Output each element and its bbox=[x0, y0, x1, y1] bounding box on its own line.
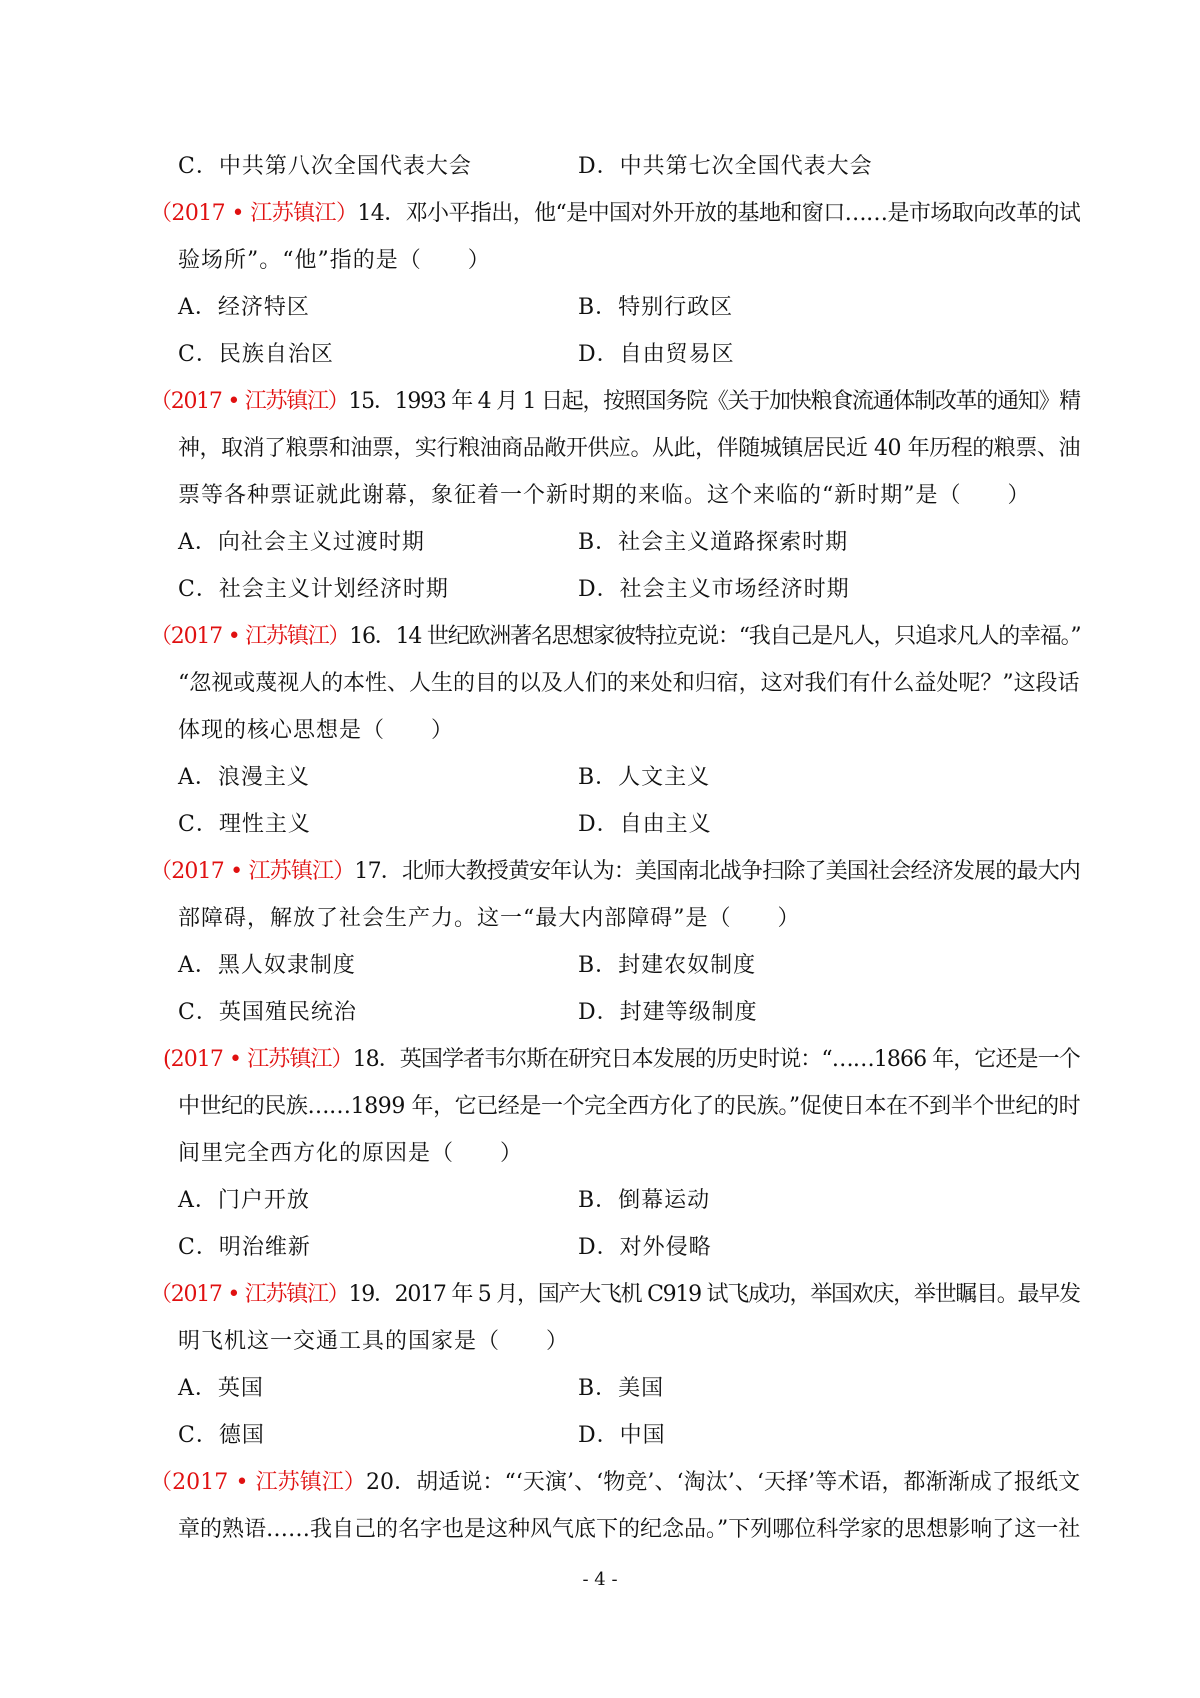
q16-stem-line-2: “忽视或蔑视人的本性、人生的目的以及人们的来处和归宿，这对我们有什么益处呢？”这段话 bbox=[178, 671, 1080, 696]
q17-stem-line-1: 17．北师大教授黄安年认为：美国南北战争扫除了美国社会经济发展的最大内 bbox=[354, 859, 1080, 884]
q15-option-b: B．社会主义道路探索时期 bbox=[578, 530, 849, 555]
page-number: - 4 - bbox=[582, 1569, 618, 1590]
q19-option-a: A．英国 bbox=[178, 1376, 264, 1401]
q18-stem-line-2: 中世纪的民族……1899 年，它已经是一个完全西方化了的民族。”促使日本在不到半个世纪的时 bbox=[178, 1094, 1081, 1119]
q15-stem-line-1: 15．1993 年 4 月 1 日起，按照国务院《关于加快粮食流通体制改革的通知》精 bbox=[348, 389, 1080, 414]
q16-option-d: D．自由主义 bbox=[578, 812, 712, 837]
q20-stem bbox=[150, 1468, 1080, 1498]
q13-option-c: C．中共第八次全国代表大会 bbox=[178, 154, 472, 179]
q15-stem bbox=[150, 387, 1080, 417]
q19-option-c: C．德国 bbox=[178, 1423, 265, 1448]
q14-option-c: C．民族自治区 bbox=[178, 342, 334, 367]
q14-option-b: B．特别行政区 bbox=[578, 295, 734, 320]
q15-option-a: A．向社会主义过渡时期 bbox=[178, 530, 425, 555]
q18-stem bbox=[163, 1045, 1080, 1075]
q18-source-tag: (2017 • 江苏镇江） bbox=[163, 1047, 353, 1072]
q17-stem-line-2: 部障碍，解放了社会生产力。这一“最大内部障碍”是（ ） bbox=[178, 906, 801, 931]
q20-stem-line-2: 章的熟语……我自己的名字也是这种风气底下的纪念品。”下列哪位科学家的思想影响了这一社 bbox=[178, 1517, 1081, 1542]
q17-option-d: D．封建等级制度 bbox=[578, 1000, 758, 1025]
q18-option-b: B．倒幕运动 bbox=[578, 1188, 711, 1213]
q16-stem-line-3: 体现的核心思想是（ ） bbox=[178, 718, 455, 743]
q14-option-d: D．自由贸易区 bbox=[578, 342, 735, 367]
q19-option-d: D．中国 bbox=[578, 1423, 666, 1448]
q14-stem bbox=[150, 199, 1080, 229]
q16-stem bbox=[150, 622, 1080, 652]
q18-option-d: D．对外侵略 bbox=[578, 1235, 712, 1260]
q15-option-c: C．社会主义计划经济时期 bbox=[178, 577, 449, 602]
q15-source-tag: （2017 • 江苏镇江） bbox=[150, 389, 349, 414]
q14-stem-line-2: 验场所”。“他”指的是（ ） bbox=[178, 248, 491, 273]
q19-source-tag: （2017 • 江苏镇江） bbox=[150, 1282, 349, 1307]
q16-option-a: A．浪漫主义 bbox=[178, 765, 310, 790]
q18-option-a: A．门户开放 bbox=[178, 1188, 310, 1213]
q18-stem-line-3: 间里完全西方化的原因是（ ） bbox=[178, 1141, 524, 1166]
q18-option-c: C．明治维新 bbox=[178, 1235, 311, 1260]
q17-option-a: A．黑人奴隶制度 bbox=[178, 953, 356, 978]
q16-option-b: B．人文主义 bbox=[578, 765, 711, 790]
q15-stem-line-3: 票等各种票证就此谢幕，象征着一个新时期的来临。这个来临的“新时期”是（ ） bbox=[178, 483, 1031, 508]
q19-stem bbox=[150, 1280, 1080, 1310]
q17-option-c: C．英国殖民统治 bbox=[178, 1000, 357, 1025]
q17-stem bbox=[150, 857, 1080, 887]
q20-stem-line-1: 20．胡适说：“‘天演’、‘物竞’、‘淘汰’、‘天择’等术语，都渐渐成了报纸文 bbox=[365, 1470, 1081, 1495]
q17-option-b: B．封建农奴制度 bbox=[578, 953, 757, 978]
q20-source-tag: （2017 • 江苏镇江） bbox=[150, 1470, 366, 1495]
q14-stem-line-1: 14．邓小平指出，他“是中国对外开放的基地和窗口……是市场取向改革的试 bbox=[357, 201, 1081, 226]
q16-source-tag: （2017 • 江苏镇江） bbox=[150, 624, 350, 649]
q18-stem-line-1: 18．英国学者韦尔斯在研究日本发展的历史时说：“……1866 年，它还是一个 bbox=[352, 1047, 1080, 1072]
q19-stem-line-1: 19．2017 年 5 月，国产大飞机 C919 试飞成功，举国欢庆，举世瞩目。最早发 bbox=[348, 1282, 1080, 1307]
q14-option-a: A．经济特区 bbox=[178, 295, 310, 320]
q14-source-tag: （2017 • 江苏镇江） bbox=[150, 201, 358, 226]
q13-option-d: D．中共第七次全国代表大会 bbox=[578, 154, 873, 179]
q19-stem-line-2: 明飞机这一交通工具的国家是（ ） bbox=[178, 1329, 570, 1354]
q15-option-d: D．社会主义市场经济时期 bbox=[578, 577, 850, 602]
q19-option-b: B．美国 bbox=[578, 1376, 665, 1401]
q17-source-tag: （2017 • 江苏镇江） bbox=[150, 859, 355, 884]
q16-option-c: C．理性主义 bbox=[178, 812, 311, 837]
q16-stem-line-1: 16．14 世纪欧洲著名思想家彼特拉克说：“我自己是凡人，只追求凡人的幸福。” bbox=[349, 624, 1081, 649]
q15-stem-line-2: 神，取消了粮票和油票，实行粮油商品敞开供应。从此，伴随城镇居民近 40 年历程的粮票、油 bbox=[178, 436, 1080, 461]
